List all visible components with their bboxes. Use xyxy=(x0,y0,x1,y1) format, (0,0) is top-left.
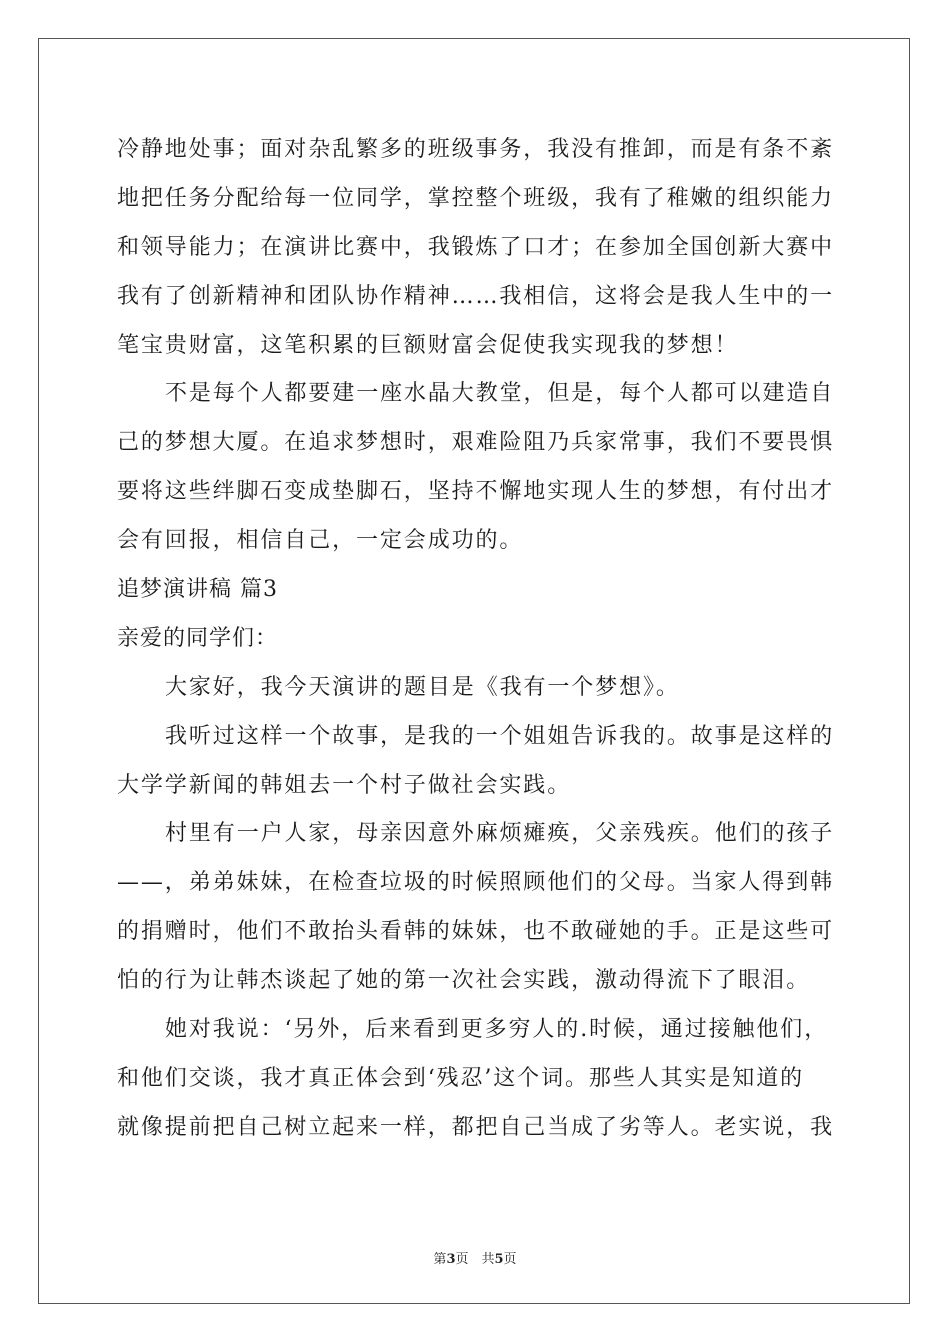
footer-suffix: 页 xyxy=(503,1252,517,1267)
text-line: 我听过这样一个故事，是我的一个姐姐告诉我的。故事是这样的 xyxy=(165,723,835,749)
text-line: 大家好，我今天演讲的题目是《我有一个梦想》。 xyxy=(165,674,680,700)
page-footer xyxy=(0,1248,950,1267)
text-line: 会有回报，相信自己，一定会成功的。 xyxy=(117,528,524,554)
document-body xyxy=(117,126,837,1153)
text-line: 己的梦想大厦。在追求梦想时，艰难险阻乃兵家常事，我们不要畏惧 xyxy=(117,430,835,456)
footer-current-page: 3 xyxy=(446,1252,456,1267)
footer-mid: 页 共 xyxy=(455,1252,495,1267)
text-line: ——，弟弟妹妹，在检查垃圾的时候照顾他们的父母。当家人得到韩 xyxy=(117,870,835,896)
text-line: 她对我说：‘另外，后来看到更多穷人的.时候，通过接触他们， xyxy=(165,1017,829,1043)
text-line: 就像提前把自己树立起来一样，都把自己当成了劣等人。老实说，我 xyxy=(117,1114,835,1140)
text-line: 笔宝贵财富，这笔积累的巨额财富会促使我实现我的梦想！ xyxy=(117,332,739,358)
text-line: 怕的行为让韩杰谈起了她的第一次社会实践，激动得流下了眼泪。 xyxy=(117,968,811,994)
text-line: 追梦演讲稿 篇3 xyxy=(117,577,278,603)
footer-total-pages: 5 xyxy=(494,1252,504,1267)
text-line: 的捐赠时，他们不敢抬头看韩的妹妹，也不敢碰她的手。正是这些可 xyxy=(117,919,835,945)
footer-prefix: 第 xyxy=(433,1252,447,1267)
text-line: 大学学新闻的韩姐去一个村子做社会实践。 xyxy=(117,772,572,798)
text-line: 要将这些绊脚石变成垫脚石，坚持不懈地实现人生的梦想，有付出才 xyxy=(117,479,835,505)
text-line: 亲爱的同学们： xyxy=(117,625,279,651)
text-line: 和领导能力；在演讲比赛中，我锻炼了口才；在参加全国创新大赛中 xyxy=(117,234,835,260)
text-line: 我有了创新精神和团队协作精神……我相信，这将会是我人生中的一 xyxy=(117,283,835,309)
text-line: 不是每个人都要建一座水晶大教堂，但是，每个人都可以建造自 xyxy=(165,381,835,407)
text-line: 冷静地处事；面对杂乱繁多的班级事务，我没有推卸，而是有条不紊 xyxy=(117,137,835,162)
text-line: 地把任务分配给每一位同学，掌控整个班级，我有了稚嫩的组织能力 xyxy=(117,185,835,211)
text-line: 村里有一户人家，母亲因意外麻烦瘫痪，父亲残疾。他们的孩子 xyxy=(165,821,835,847)
text-line: 和他们交谈，我才真正体会到‘残忍’这个词。那些人其实是知道的 xyxy=(117,1065,804,1091)
